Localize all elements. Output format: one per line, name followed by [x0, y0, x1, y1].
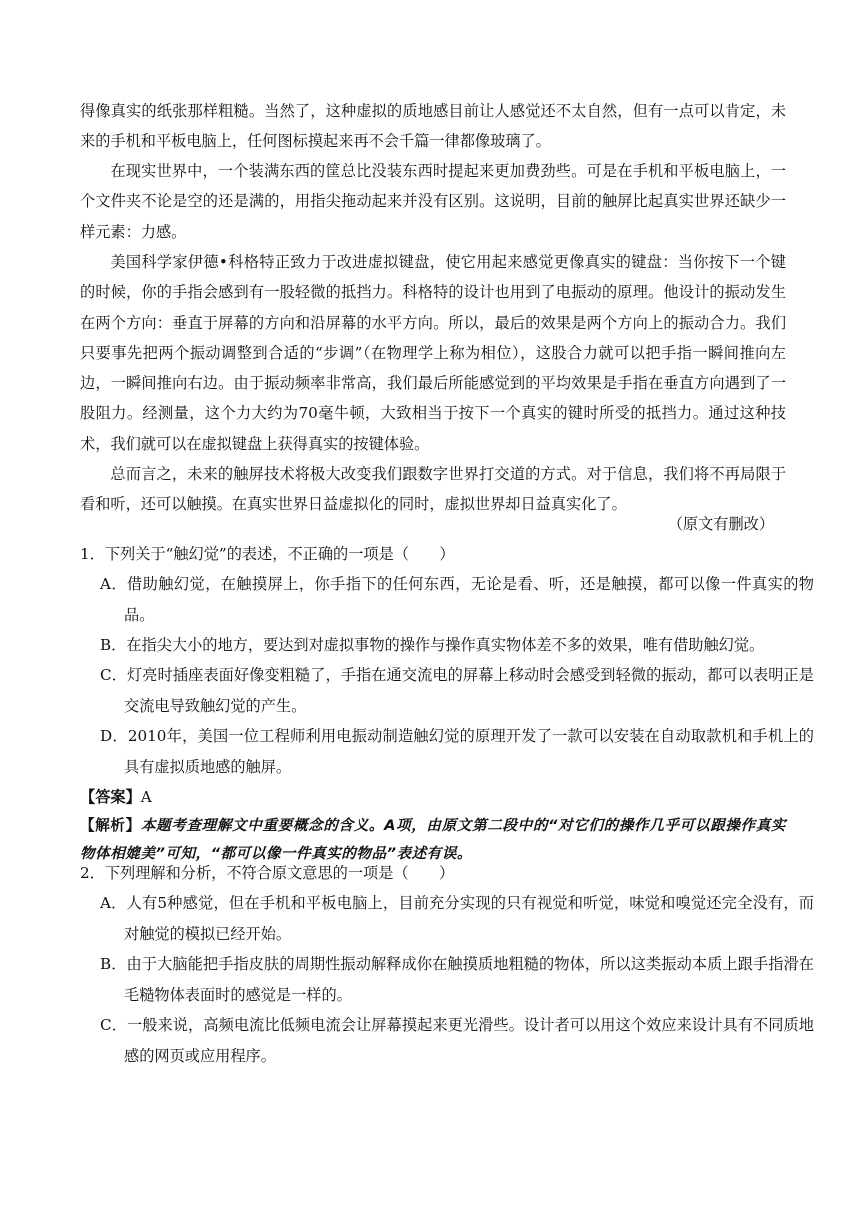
answer-tag: 【答案】 — [80, 788, 141, 806]
question-2-option-c: C．一般来说，高频电流比低频电流会让屏幕摸起来更光滑些。设计者可以用这个效应来设计具有不同质地感的网页或应用程序。 — [100, 1016, 814, 1065]
question-1-option-b: B．在指尖大小的地方，要达到对虚拟事物的操作与操作真实物体差不多的效果，唯有借助触幻觉。 — [100, 636, 765, 654]
question-1-option-a: A．借助触幻觉，在触摸屏上，你手指下的任何东西，无论是看、听，还是触摸，都可以像一件真实的物品。 — [100, 575, 814, 624]
question-1-stem: 1．下列关于“触幻觉”的表述，不正确的一项是（ ） — [80, 545, 455, 563]
answer-value: A — [140, 788, 152, 806]
analysis-tag: 【解析】 — [80, 817, 141, 834]
question-1-option-c: C．灯亮时插座表面好像变粗糙了，手指在通交流电的屏幕上移动时会感受到轻微的振动，都可以表明正是交流电导致触幻觉的产生。 — [100, 666, 814, 715]
article-paragraph-keyboard: 美国科学家伊德•科格特正致力于改进虚拟键盘，使它用起来感觉更像真实的键盘：当你按下一个键的时候，你的手指会感到有一股轻微的抵挡力。科格特的设计也用到了电振动的原理。他设计的振动发生在两个方向：垂直于屏幕的方向和沿屏幕的水平方向。所以，最后的效果是两个方向上的振动合力。我们只要事先把两个振动调整到合适的“步调”（在物理学上称为相位），这股合力就可以把手指一瞬间推向左边，一瞬间推向右边。由于振动频率非常高，我们最后所能感觉到的平均效果是手指在垂直方向遇到了一股阻力。经测量，这个力大约为70毫牛顿，大致相当于按下一个真实的键时所受的抵挡力。通过这种技术，我们就可以在虚拟键盘上获得真实的按键体验。 — [80, 253, 786, 453]
question-2-option-a: A．人有5种感觉，但在手机和平板电脑上，目前充分实现的只有视觉和听觉，味觉和嗅觉还完全没有，而对触觉的模拟已经开始。 — [100, 894, 814, 943]
article-paragraph-force: 在现实世界中，一个装满东西的筐总比没装东西时提起来更加费劲些。可是在手机和平板电脑上，一个文件夹不论是空的还是满的，用指尖拖动起来并没有区别。这说明，目前的触屏比起真实世界还缺少一样元素：力感。 — [80, 162, 786, 241]
question-2-stem: 2．下列理解和分析，不符合原文意思的一项是（ ） — [80, 864, 455, 882]
analysis-text: 本题考查理解文中重要概念的含义。A项，由原文第二段中的“对它们的操作几乎可以跟操作真实物体相媲美”可知，“都可以像一件真实的物品”表述有误。 — [80, 817, 786, 862]
question-2-option-b: B．由于大脑能把手指皮肤的周期性振动解释成你在触摸质地粗糙的物体，所以这类振动本质上跟手指滑在毛糙物体表面时的感觉是一样的。 — [100, 955, 814, 1004]
article-paragraph-conclusion: 总而言之，未来的触屏技术将极大改变我们跟数字世界打交道的方式。对于信息，我们将不再局限于看和听，还可以触摸。在真实世界日益虚拟化的同时，虚拟世界却日益真实化了。 — [80, 465, 786, 514]
answer-line — [80, 782, 152, 812]
article-paragraph-continued: 得像真实的纸张那样粗糙。当然了，这种虚拟的质地感目前让人感觉还不太自然，但有一点可以肯定，未来的手机和平板电脑上，任何图标摸起来再不会千篇一律都像玻璃了。 — [80, 102, 786, 151]
question-1-option-d: D．2010年，美国一位工程师利用电振动制造触幻觉的原理开发了一款可以安装在自动取款机和手机上的具有虚拟质地感的触屏。 — [100, 727, 814, 776]
source-note: （原文有删改） — [667, 515, 774, 533]
